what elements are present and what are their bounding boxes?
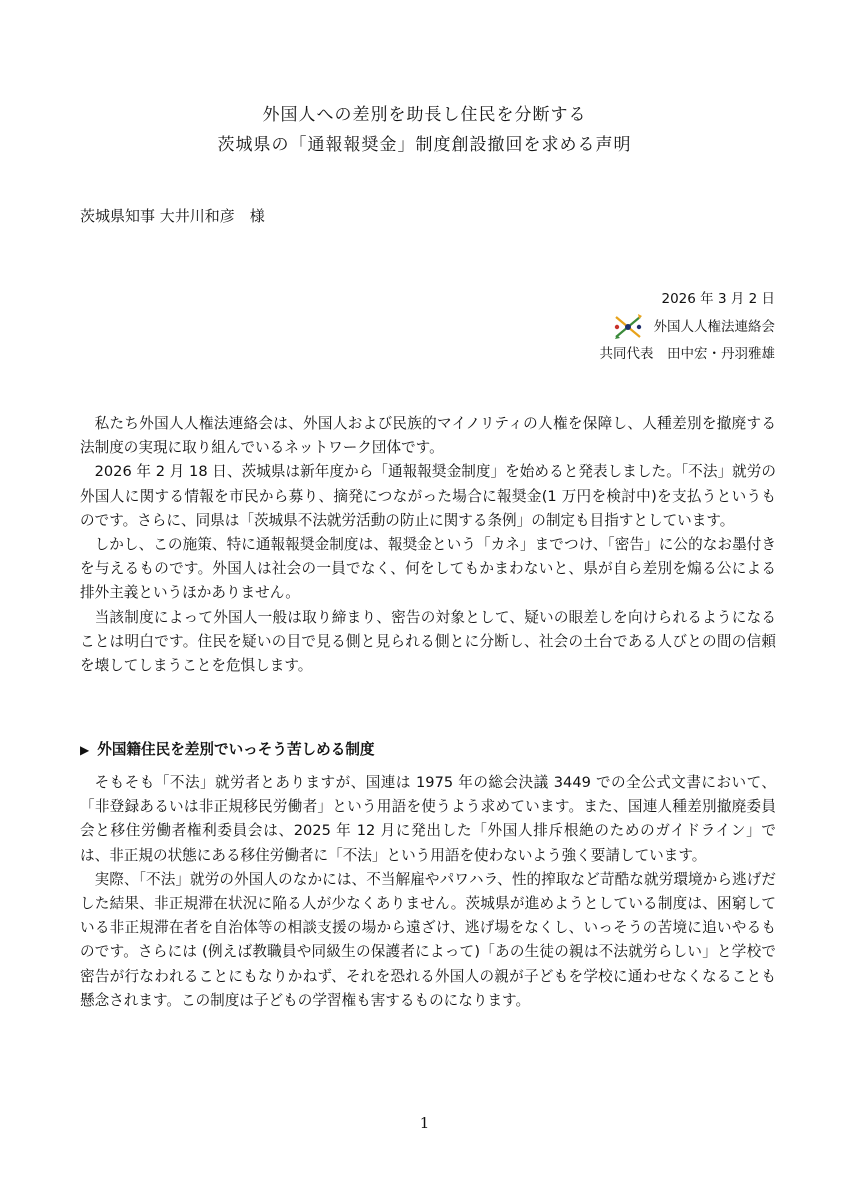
section-body	[80, 771, 776, 1013]
intro-paragraph: 2026 年 2 月 18 日、茨城県は新年度から「通報報奨金制度」を始めると発表しました。「不法」就労の外国人に関する情報を市民から募り、摘発につながった場合に報奨金(1 万円を検討中)を支払うというものです。さらに、同県は「茨城県不法就労活動の防止に関する条例」の制定も目指すとしています。	[80, 463, 776, 529]
title-line-2: 茨城県の「通報報奨金」制度創設撤回を求める声明	[217, 135, 632, 155]
statement-date: 2026 年 3 月 2 日	[661, 291, 775, 307]
intro-paragraph: 私たち外国人人権法連絡会は、外国人および民族的マイノリティの人権を保障し、人種差別を撤廃する法制度の実現に取り組んでいるネットワーク団体です。	[80, 415, 776, 457]
addressee: 茨城県知事 大井川和彦 様	[80, 207, 265, 225]
triangle-marker-icon: ▶	[80, 743, 90, 757]
section-heading-text: 外国籍住民を差別でいっそう苦しめる制度	[97, 741, 375, 758]
section-paragraph: 実際、「不法」就労の外国人のなかには、不当解雇やパワハラ、性的搾取など苛酷な就労環境から逃げだした結果、非正規滞在状況に陥る人が少なくありません。茨城県が進めようとしている制度は、困窮している非正規滞在者を自治体等の相談支援の場から遠ざけ、逃げ場をなくし、いっそうの苦境に追いやるものです。さらには (例えば教職員や同級生の保護者によって)「あの生徒の親は不法就労らしい」と学校で密告が行なわれることにもなりかねず、それを恐れる外国人の親が子どもを学校に通わせなくなることも懸念されます。この制度は子どもの学習権も害するものになります。	[80, 870, 776, 1009]
statement-title	[0, 100, 849, 160]
intro-paragraph: しかし、この施策、特に通報報奨金制度は、報奨金という「カネ」までつけ、「密告」に公的なお墨付きを与えるものです。外国人は社会の一員でなく、何をしてもかまわないと、県が自ら差別を煽る公による排外主義というほかありません。	[80, 536, 776, 602]
organization-logo-icon	[612, 313, 644, 341]
intro-body	[80, 412, 776, 678]
title-line-1: 外国人への差別を助長し住民を分断する	[262, 105, 587, 125]
organization-row	[600, 313, 776, 341]
sender-block	[600, 286, 776, 368]
section-paragraph: そもそも「不法」就労者とありますが、国連は 1975 年の総会決議 3449 での全公式文書において、「非登録あるいは非正規移民労働者」という用語を使うよう求めています。また、国連人種差別撤廃委員会と移住労働者権利委員会は、2025 年 12 月に発出した「外国人排斥根絶のためのガイドライン」では、非正規の状態にある移住労働者に「不法」という用語を使わないよう強く要請しています。	[80, 774, 776, 864]
representatives: 共同代表 田中宏・丹羽雅雄	[599, 346, 775, 362]
organization-name: 外国人人権法連絡会	[653, 318, 775, 335]
page-number: 1	[419, 1114, 430, 1132]
section-heading	[80, 738, 375, 762]
intro-paragraph: 当該制度によって外国人一般は取り締まり、密告の対象として、疑いの眼差しを向けられるようになることは明白です。住民を疑いの目で見る側と見られる側とに分断し、社会の土台である人びとの間の信頼を壊してしまうことを危惧します。	[80, 608, 776, 675]
